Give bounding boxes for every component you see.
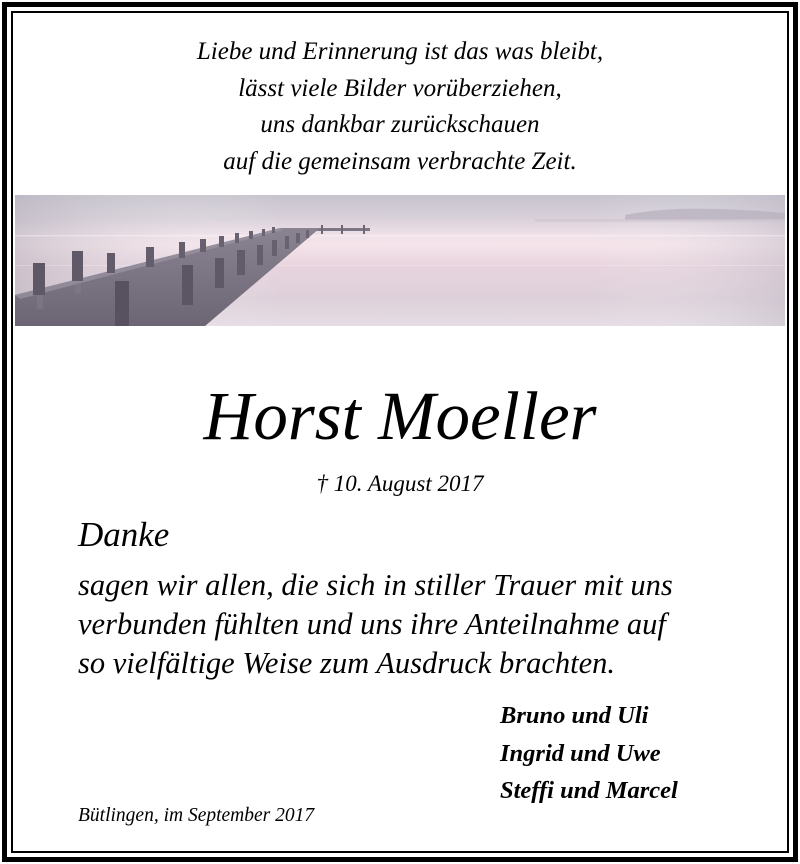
- poem-line: uns dankbar zurückschauen: [260, 111, 540, 138]
- thanks-line: sagen wir allen, die sich in stiller Trauer mit uns: [78, 568, 673, 602]
- thanks-line: so vielfältige Weise zum Ausdruck brachten.: [78, 646, 616, 680]
- deceased-name: Horst Moeller: [203, 378, 597, 454]
- memorial-poem: [0, 34, 800, 180]
- poem-line: Liebe und Erinnerung ist das was bleibt,: [196, 38, 604, 65]
- death-date: † 10. August 2017: [316, 471, 484, 496]
- thanks-line: verbunden fühlten und uns ihre Anteilnahme auf: [78, 607, 666, 641]
- poem-line: auf die gemeinsam verbrachte Zeit.: [223, 147, 577, 175]
- thanks-heading: Danke: [78, 515, 170, 554]
- signature-line: Ingrid und Uwe: [500, 739, 661, 767]
- jetty-lake-photo: [15, 195, 785, 326]
- signature-line: Bruno und Uli: [500, 702, 649, 729]
- thanks-message: [78, 566, 673, 683]
- family-signatures: [500, 697, 678, 810]
- poem-line: lässt viele Bilder vorüberziehen,: [238, 74, 562, 102]
- signature-line: Steffi und Marcel: [500, 777, 678, 804]
- place-and-date: Bütlingen, im September 2017: [78, 805, 315, 826]
